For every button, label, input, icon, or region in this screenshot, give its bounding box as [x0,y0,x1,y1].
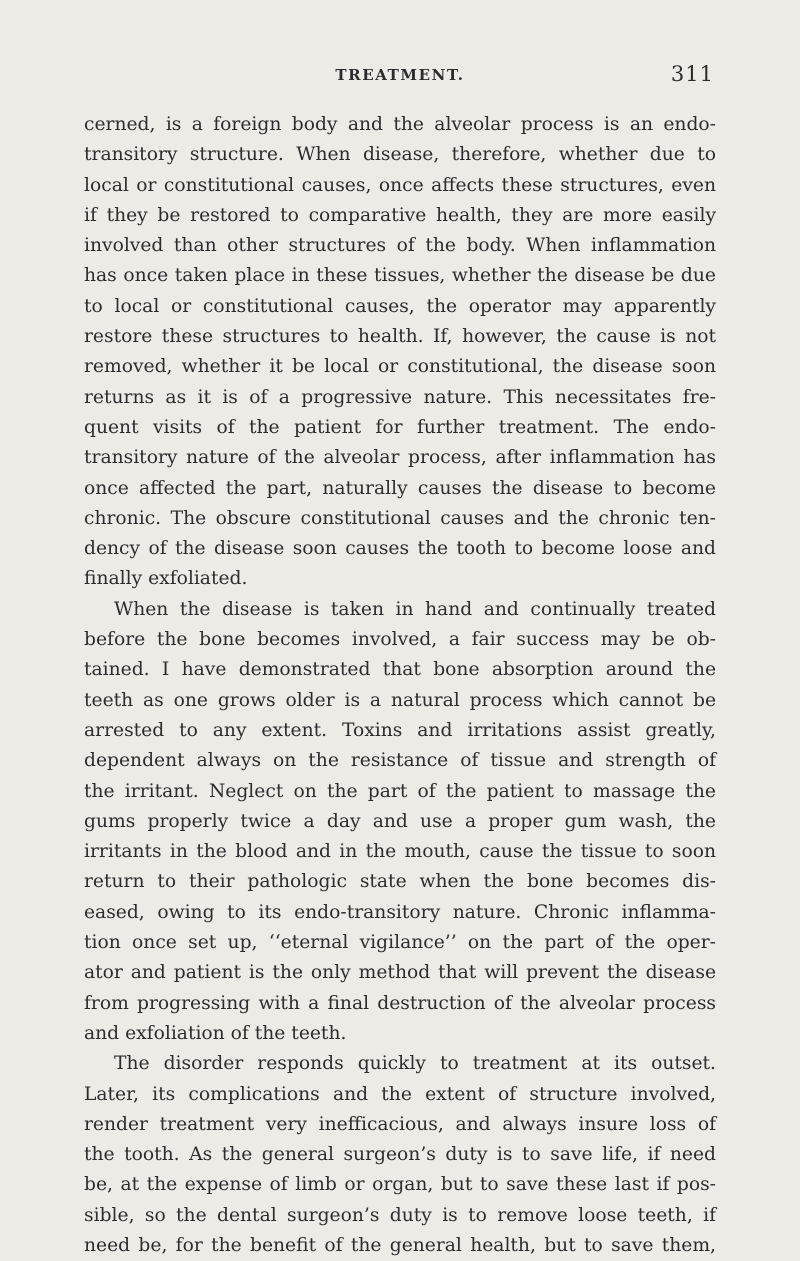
text-line: involved than other structures of the body. When inflammation [84,235,716,257]
text-line: irritants in the blood and in the mouth, cause the tissue to soon [84,841,716,863]
text-line: removed, whether it be local or constitutional, the disease soon [84,356,716,378]
text-line: the tooth. As the general surgeon’s duty is to save life, if need [84,1144,716,1166]
text-line: eased, owing to its endo-transitory nature. Chronic inflamma- [84,901,716,923]
text-line: restore these structures to health. If, however, the cause is not [84,326,716,348]
text-line: transitory nature of the alveolar process, after inflammation has [84,447,716,469]
text-line: Later, its complications and the extent of structure involved, [84,1083,716,1105]
text-line: dency of the disease soon causes the tooth to become loose and [84,538,716,560]
text-line: need be, for the benefit of the general health, but to save them, [84,1234,716,1256]
running-head [0,60,800,90]
text-line: quent visits of the patient for further treatment. The endo- [84,416,716,438]
text-line: teeth as one grows older is a natural process which cannot be [84,689,716,711]
text-line: from progressing with a final destruction of the alveolar process [84,992,716,1014]
text-line: transitory structure. When disease, therefore, whether due to [84,144,716,166]
text-line: be, at the expense of limb or organ, but to save these last if pos- [84,1174,716,1196]
paragraph-first-line: When the disease is taken in hand and continually treated [114,598,716,620]
paragraph-end-line: and exfoliation of the teeth. [84,1022,347,1044]
text-line: tion once set up, ‘‘eternal vigilance’’ on the part of the oper- [84,932,716,954]
body-text [84,110,716,1261]
text-line: has once taken place in these tissues, whether the disease be due [84,265,716,287]
text-line: tained. I have demonstrated that bone absorption around the [84,659,716,681]
text-line: return to their pathologic state when the bone becomes dis- [84,871,716,893]
text-line: dependent always on the resistance of tissue and strength of [84,750,716,772]
text-line: chronic. The obscure constitutional causes and the chronic ten- [84,507,716,529]
text-line: before the bone becomes involved, a fair success may be ob- [84,629,716,651]
text-line: ator and patient is the only method that will prevent the disease [84,962,716,984]
text-line: once affected the part, naturally causes the disease to become [84,477,716,499]
paragraph-first-line: The disorder responds quickly to treatment at its outset. [114,1053,716,1075]
text-line: local or constitutional causes, once affects these structures, even [84,174,716,196]
text-line: cerned, is a foreign body and the alveolar process is an endo- [84,114,716,135]
text-line: arrested to any extent. Toxins and irritations assist greatly, [84,719,716,741]
text-line: render treatment very inefficacious, and always insure loss of [84,1113,716,1135]
text-line: to local or constitutional causes, the operator may apparently [84,295,716,317]
page-number: 311 [670,62,714,86]
text-line: gums properly twice a day and use a proper gum wash, the [84,810,716,832]
text-line: the irritant. Neglect on the part of the patient to massage the [84,780,716,802]
running-title: TREATMENT. [335,66,465,84]
text-line: sible, so the dental surgeon’s duty is to remove loose teeth, if [84,1204,716,1226]
text-line: returns as it is of a progressive nature. This necessitates fre- [84,386,716,408]
paragraph-end-line: finally exfoliated. [84,568,248,590]
text-line: if they be restored to comparative health, they are more easily [84,204,716,226]
